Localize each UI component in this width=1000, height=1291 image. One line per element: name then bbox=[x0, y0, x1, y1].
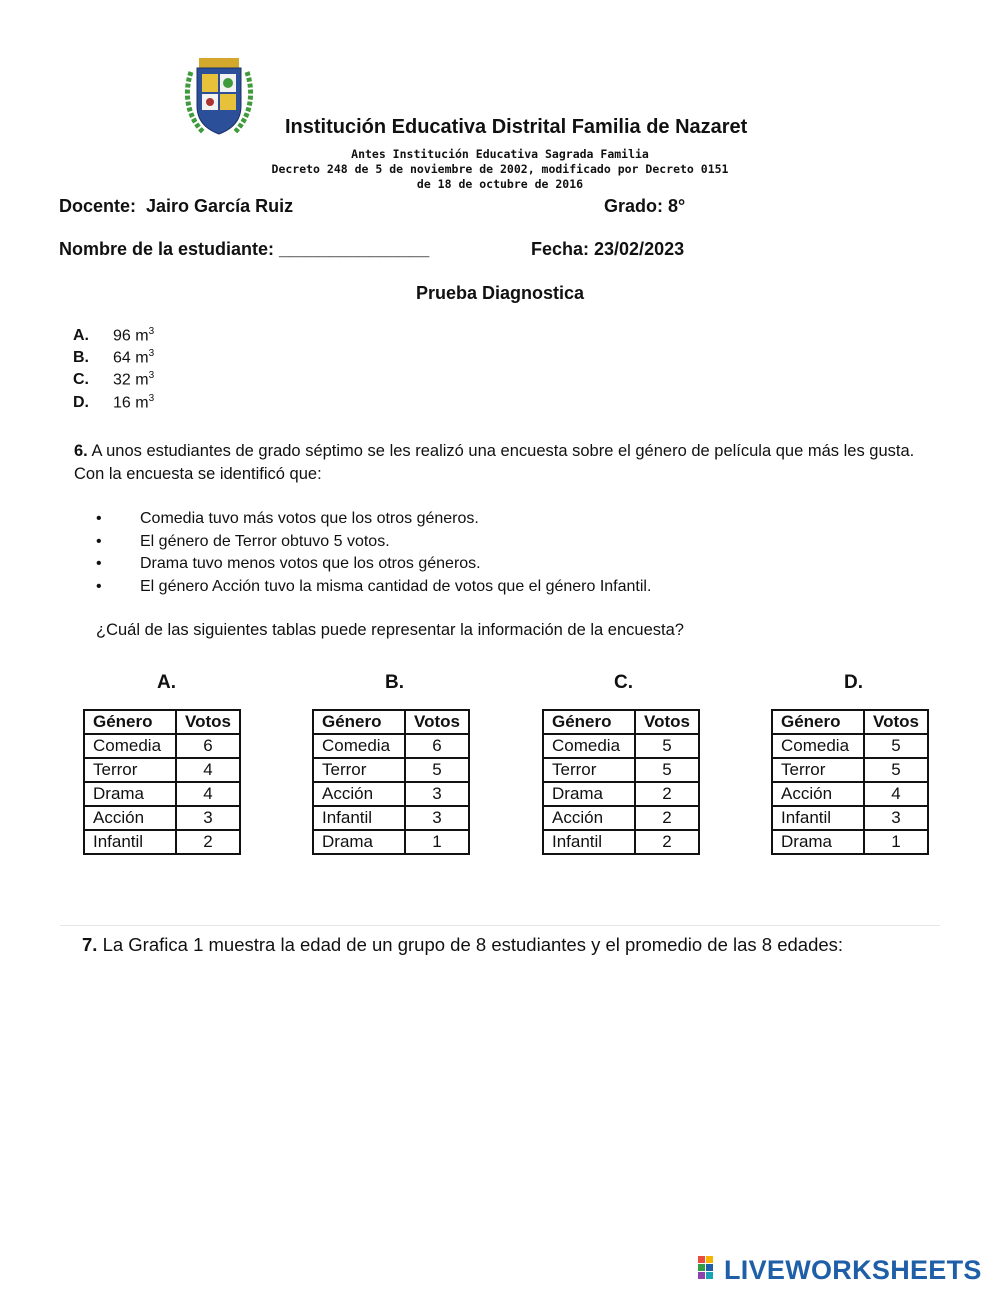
option-value: 32 m bbox=[113, 371, 149, 389]
table-b-label: B. bbox=[385, 672, 404, 693]
option-a bbox=[73, 326, 154, 345]
table-row bbox=[543, 734, 699, 758]
date: Fecha: 23/02/2023 bbox=[531, 239, 685, 259]
teacher-label: Docente: bbox=[59, 196, 137, 216]
votes-cell: 5 bbox=[635, 758, 699, 782]
genre-cell: Comedia bbox=[772, 734, 864, 758]
list-item: • Comedia tuvo más votos que los otros géneros. bbox=[96, 508, 651, 531]
option-d bbox=[73, 393, 154, 412]
table-row bbox=[543, 830, 699, 854]
option-exponent: 3 bbox=[148, 326, 155, 337]
table-row bbox=[772, 806, 928, 830]
table-row bbox=[543, 782, 699, 806]
votes-cell: 2 bbox=[176, 830, 240, 854]
votes-table-d bbox=[771, 709, 929, 855]
teacher-name: Jairo García Ruiz bbox=[146, 196, 294, 216]
option-value: 96 m bbox=[113, 327, 149, 345]
votes-cell: 6 bbox=[176, 734, 240, 758]
genre-cell: Drama bbox=[313, 830, 405, 854]
option-b bbox=[73, 348, 154, 367]
votes-cell: 5 bbox=[405, 758, 469, 782]
genre-cell: Acción bbox=[543, 806, 635, 830]
liveworksheets-watermark bbox=[698, 1255, 982, 1287]
table-row bbox=[84, 806, 240, 830]
genre-cell: Comedia bbox=[313, 734, 405, 758]
table-row bbox=[313, 782, 469, 806]
list-item: • El género de Terror obtuvo 5 votos. bbox=[96, 531, 651, 554]
genre-cell: Comedia bbox=[84, 734, 176, 758]
question-number: 6. bbox=[74, 442, 88, 460]
col-header: Votos bbox=[864, 710, 928, 734]
genre-cell: Terror bbox=[543, 758, 635, 782]
question-text: La Grafica 1 muestra la edad de un grupo de 8 estudiantes y el promedio de las 8 edades: bbox=[102, 934, 844, 955]
votes-cell: 3 bbox=[864, 806, 928, 830]
option-exponent: 3 bbox=[148, 348, 155, 359]
table-row bbox=[543, 758, 699, 782]
question-text: A unos estudiantes de grado séptimo se les realizó una encuesta sobre el género de película que más les gusta. Con la encuesta se identificó que: bbox=[74, 442, 915, 483]
decree-line-2: de 18 de octubre de 2016 bbox=[416, 177, 584, 191]
table-row bbox=[772, 758, 928, 782]
genre-cell: Terror bbox=[313, 758, 405, 782]
col-header: Género bbox=[543, 710, 635, 734]
col-header: Votos bbox=[176, 710, 240, 734]
table-row bbox=[84, 782, 240, 806]
votes-table-a bbox=[83, 709, 241, 855]
votes-cell: 1 bbox=[405, 830, 469, 854]
list-item: • El género Acción tuvo la misma cantidad de votos que el género Infantil. bbox=[96, 576, 651, 599]
question-7 bbox=[82, 934, 843, 956]
genre-cell: Drama bbox=[84, 782, 176, 806]
decree-line-1: Decreto 248 de 5 de noviembre de 2002, modificado por Decreto 0151 bbox=[271, 162, 729, 176]
table-row bbox=[543, 806, 699, 830]
genre-cell: Drama bbox=[543, 782, 635, 806]
table-row bbox=[84, 734, 240, 758]
votes-cell: 3 bbox=[176, 806, 240, 830]
option-c bbox=[73, 370, 154, 389]
col-header: Género bbox=[772, 710, 864, 734]
option-exponent: 3 bbox=[148, 370, 155, 381]
question-number: 7. bbox=[82, 934, 98, 955]
genre-cell: Terror bbox=[772, 758, 864, 782]
teacher-row bbox=[59, 196, 293, 217]
table-row bbox=[84, 830, 240, 854]
votes-cell: 4 bbox=[864, 782, 928, 806]
former-name: Antes Institución Educativa Sagrada Familia bbox=[351, 147, 649, 161]
grade: Grado: 8° bbox=[604, 196, 686, 216]
option-letter: D. bbox=[73, 394, 89, 412]
table-row bbox=[313, 830, 469, 854]
votes-cell: 4 bbox=[176, 782, 240, 806]
votes-cell: 4 bbox=[176, 758, 240, 782]
table-row bbox=[772, 830, 928, 854]
genre-cell: Terror bbox=[84, 758, 176, 782]
votes-cell: 3 bbox=[405, 782, 469, 806]
list-item: • Drama tuvo menos votos que los otros géneros. bbox=[96, 553, 651, 576]
table-c-label: C. bbox=[614, 672, 633, 693]
col-header: Votos bbox=[405, 710, 469, 734]
option-letter: C. bbox=[73, 371, 89, 389]
genre-cell: Comedia bbox=[543, 734, 635, 758]
genre-cell: Infantil bbox=[84, 830, 176, 854]
genre-cell: Drama bbox=[772, 830, 864, 854]
section-divider bbox=[60, 925, 940, 926]
table-row bbox=[313, 806, 469, 830]
table-row bbox=[313, 734, 469, 758]
votes-table-c bbox=[542, 709, 700, 855]
votes-cell: 5 bbox=[864, 758, 928, 782]
table-row bbox=[772, 734, 928, 758]
survey-facts-list bbox=[96, 508, 651, 598]
student-name-field: Nombre de la estudiante: _______________ bbox=[59, 239, 430, 259]
option-letter: A. bbox=[73, 327, 89, 345]
genre-cell: Infantil bbox=[772, 806, 864, 830]
option-exponent: 3 bbox=[148, 393, 155, 404]
votes-cell: 2 bbox=[635, 782, 699, 806]
table-row bbox=[313, 758, 469, 782]
votes-cell: 3 bbox=[405, 806, 469, 830]
votes-cell: 2 bbox=[635, 830, 699, 854]
table-a-label: A. bbox=[157, 672, 176, 693]
col-header: Género bbox=[313, 710, 405, 734]
col-header: Género bbox=[84, 710, 176, 734]
votes-cell: 2 bbox=[635, 806, 699, 830]
school-crest-logo bbox=[183, 54, 255, 140]
question-prompt: ¿Cuál de las siguientes tablas puede representar la información de la encuesta? bbox=[96, 621, 684, 639]
genre-cell: Acción bbox=[772, 782, 864, 806]
watermark-text: LIVEWORKSHEETS bbox=[724, 1255, 982, 1285]
votes-table-b bbox=[312, 709, 470, 855]
option-letter: B. bbox=[73, 349, 89, 367]
option-value: 16 m bbox=[113, 394, 149, 412]
question-6 bbox=[74, 440, 940, 486]
option-value: 64 m bbox=[113, 349, 149, 367]
genre-cell: Infantil bbox=[543, 830, 635, 854]
genre-cell: Acción bbox=[313, 782, 405, 806]
test-title: Prueba Diagnostica bbox=[415, 283, 585, 303]
table-d-label: D. bbox=[844, 672, 863, 693]
votes-cell: 6 bbox=[405, 734, 469, 758]
votes-cell: 1 bbox=[864, 830, 928, 854]
table-row bbox=[84, 758, 240, 782]
liveworksheets-logo-icon bbox=[698, 1256, 722, 1287]
table-row bbox=[772, 782, 928, 806]
institution-name: Institución Educativa Distrital Familia de Nazaret bbox=[285, 116, 748, 138]
genre-cell: Infantil bbox=[313, 806, 405, 830]
votes-cell: 5 bbox=[635, 734, 699, 758]
genre-cell: Acción bbox=[84, 806, 176, 830]
votes-cell: 5 bbox=[864, 734, 928, 758]
col-header: Votos bbox=[635, 710, 699, 734]
